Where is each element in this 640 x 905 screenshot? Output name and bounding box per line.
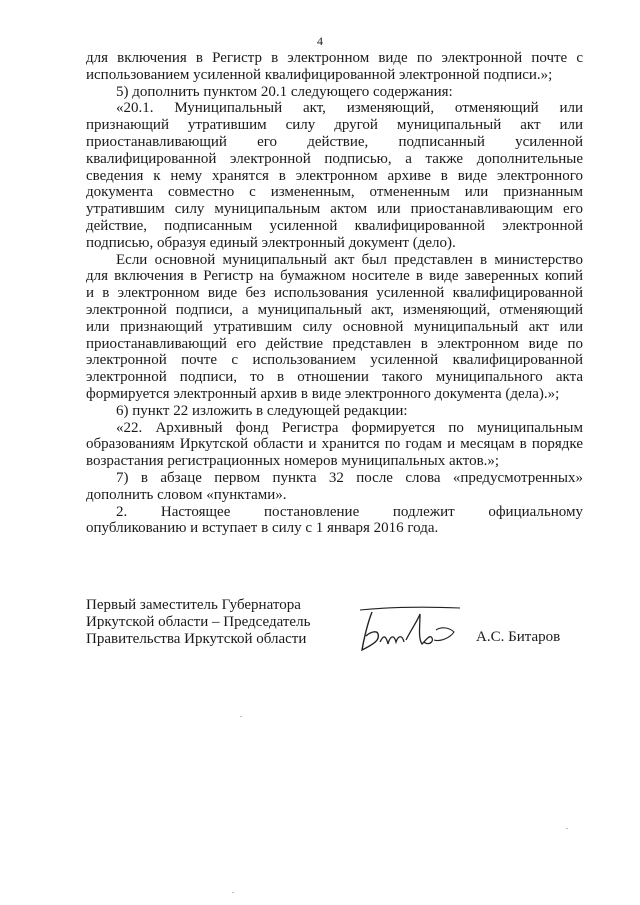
text-line: электронной подписи, то в отношении такого муниципального акта <box>86 369 583 386</box>
text-line: действие, подписанным усиленной квалифицированной электронной <box>86 217 583 234</box>
text-line: 7) в абзаце первом пункта 32 после слова «предусмотренных» <box>116 469 583 486</box>
text-line: «22. Архивный фонд Регистра формируется по муниципальным <box>116 419 583 436</box>
text-line: опубликованию и вступает в силу с 1 января 2016 года. <box>86 520 439 537</box>
text-line: для включения в Регистр в электронном виде по электронной почте с <box>86 50 583 66</box>
signer-name: А.С. Битаров <box>476 629 561 645</box>
scan-speck <box>232 892 234 893</box>
text-line: использованием усиленной квалифицированной электронной подписи.»; <box>86 66 553 83</box>
text-line: «20.1. Муниципальный акт, изменяющий, отменяющий или <box>116 100 583 117</box>
text-line: приостанавливающий его действие, подписанный усиленной <box>86 133 583 150</box>
scan-speck <box>566 828 568 829</box>
text-line: сведения к нему хранятся в электронном архиве в виде электронного <box>86 167 583 184</box>
signatory-title-line: Иркутской области – Председатель <box>86 614 311 630</box>
text-line: образованиям Иркутской области и хранится по годам и месяцам в порядке <box>86 436 583 453</box>
signatory-title <box>86 597 316 648</box>
text-line: 6) пункт 22 изложить в следующей редакции: <box>116 402 408 419</box>
text-line: для включения в Регистр на бумажном носителе в виде заверенных копий <box>86 268 583 285</box>
text-line: дополнить словом «пунктами». <box>86 486 287 503</box>
document-body <box>86 50 583 537</box>
text-line: и в электронном виде без использования усиленной квалифицированной <box>86 285 583 302</box>
text-line: Если основной муниципальный акт был представлен в министерство <box>116 251 583 268</box>
text-line: подписью, образуя единый электронный документ (дело). <box>86 234 456 251</box>
signatory-title-line: Правительства Иркутской области <box>86 631 307 647</box>
handwritten-signature <box>350 600 475 660</box>
page-number: 4 <box>317 34 323 48</box>
text-line: 2. Настоящее постановление подлежит официальному <box>116 503 583 520</box>
text-line: электронной подписи, а муниципальный акт, изменяющий, отменяющий <box>86 301 583 318</box>
text-line: электронной почте с использованием усиленной квалифицированной <box>86 352 583 369</box>
signatory-title-line: Первый заместитель Губернатора <box>86 597 301 613</box>
text-line: формируется электронный архив в виде электронного документа (дела).»; <box>86 385 560 402</box>
scan-speck <box>240 716 242 717</box>
text-line: или признающий утратившим силу основной муниципальный акт или <box>86 318 583 335</box>
text-line: возрастания регистрационных номеров муниципальных актов.»; <box>86 453 500 470</box>
text-line: признающий утратившим силу другой муниципальный акт или <box>86 117 583 134</box>
text-line: 5) дополнить пунктом 20.1 следующего содержания: <box>116 83 453 100</box>
text-line: утратившим силу муниципальным актом или приостанавливающим его <box>86 201 583 218</box>
text-line: документа совместно с измененным, отмененным или признанным <box>86 184 583 201</box>
text-line: квалифицированной электронной подписью, а также дополнительные <box>86 150 583 167</box>
text-line: приостанавливающий его действие представлен в электронном виде по <box>86 335 583 352</box>
